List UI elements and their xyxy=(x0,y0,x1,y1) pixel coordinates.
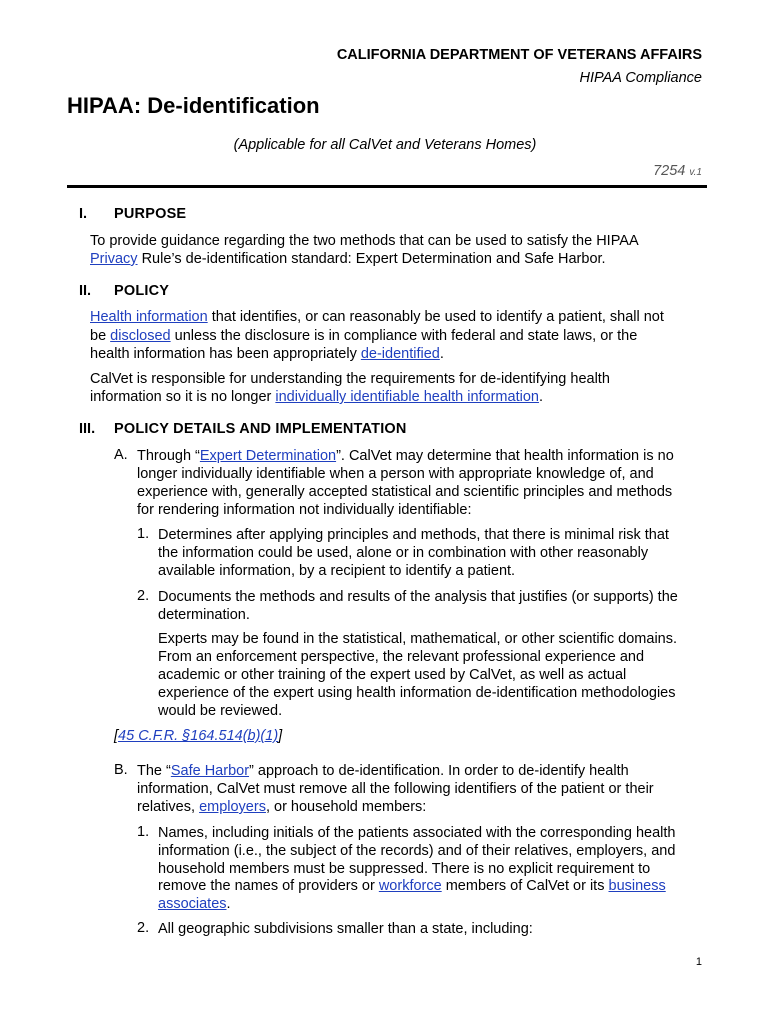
document-number xyxy=(653,163,702,179)
item-a-line-2: longer individually identifiable when a person with appropriate knowledge of, and xyxy=(137,466,654,482)
employers-link[interactable]: employers xyxy=(199,799,266,815)
item-b-line-3: relatives, employers, or household members: xyxy=(137,799,427,815)
section-heading-purpose: PURPOSE xyxy=(114,206,187,222)
item-b1-line-1: Names, including initials of the patients associated with the corresponding health xyxy=(158,825,676,841)
item-a1-line-1: Determines after applying principles and methods, that there is minimal risk that xyxy=(158,527,669,543)
item-a1-line-2: the information could be used, alone or in combination with other reasonably xyxy=(158,545,649,561)
item-b1-line-3: household members must be suppressed. There is no explicit requirement to xyxy=(158,861,651,877)
item-b1-line-4: remove the names of providers or workforce members of CalVet or its business xyxy=(158,878,666,894)
item-b2-marker: 2. xyxy=(137,920,150,936)
section-number-policy: II. xyxy=(79,283,92,299)
item-a2-marker: 2. xyxy=(137,588,150,604)
item-a2-para-line-3: academic or other training of the expert used by CalVet, as well as actual xyxy=(158,667,627,683)
item-a-line-3: experience with, generally accepted statistical and scientific principles and methods xyxy=(137,484,673,500)
item-a2-line-1: Documents the methods and results of the analysis that justifies (or supports) the xyxy=(158,589,678,605)
item-b-line-2: information, CalVet must remove all the following identifiers of the patient or their xyxy=(137,781,654,797)
section-number-details: III. xyxy=(79,421,96,437)
business-associates-link-part1[interactable]: business xyxy=(608,878,666,894)
doc-version: v.1 xyxy=(689,167,702,178)
item-a1-marker: 1. xyxy=(137,526,150,542)
item-b2-line-1: All geographic subdivisions smaller than a state, including: xyxy=(158,921,533,937)
business-associates-link-part2[interactable]: associates xyxy=(158,896,227,912)
item-a2-para-line-4: experience of the expert using health information de-identification methodologies xyxy=(158,685,676,701)
header-divider xyxy=(67,185,707,188)
disclosed-link[interactable]: disclosed xyxy=(110,328,171,344)
item-a2-line-2: determination. xyxy=(158,607,250,623)
header-subtitle: HIPAA Compliance xyxy=(579,70,702,86)
applicability-note: (Applicable for all CalVet and Veterans Homes) xyxy=(233,137,537,153)
item-a2-para-line-2: From an enforcement perspective, the relevant professional experience and xyxy=(158,649,645,665)
safe-harbor-link[interactable]: Safe Harbor xyxy=(170,763,250,779)
item-b-line-1: The “Safe Harbor” approach to de-identification. In order to de-identify health xyxy=(137,763,629,779)
de-identified-link[interactable]: de-identified xyxy=(360,346,440,362)
item-a2-para-line-5: would be reviewed. xyxy=(158,703,283,719)
health-information-link[interactable]: Health information xyxy=(90,309,208,325)
iihi-link[interactable]: individually identifiable health information xyxy=(275,389,539,405)
section-heading-policy: POLICY xyxy=(114,283,170,299)
policy-line-1: Health information that identifies, or can reasonably be used to identify a patient, shall not xyxy=(90,309,664,325)
item-b-marker: B. xyxy=(114,762,128,778)
policy-p2-line-2: information so it is no longer individually identifiable health information. xyxy=(90,389,543,405)
policy-line-3: health information has been appropriately de-identified. xyxy=(90,346,444,362)
privacy-link[interactable]: Privacy xyxy=(90,251,138,267)
page-number: 1 xyxy=(695,956,702,968)
item-b1-line-2: information (i.e., the subject of the records) and of their relatives, employers, and xyxy=(158,843,676,859)
doc-number-value: 7254 xyxy=(653,163,686,179)
citation: [45 C.F.R. §164.514(b)(1)] xyxy=(114,728,283,744)
agency-header: CALIFORNIA DEPARTMENT OF VETERANS AFFAIRS xyxy=(336,47,702,63)
item-a-marker: A. xyxy=(114,447,128,463)
purpose-line-1: To provide guidance regarding the two methods that can be used to satisfy the HIPAA xyxy=(90,233,639,249)
item-b1-marker: 1. xyxy=(137,824,150,840)
document-title: HIPAA: De-identification xyxy=(67,93,320,118)
expert-determination-link[interactable]: Expert Determination xyxy=(199,448,337,464)
policy-p2-line-1: CalVet is responsible for understanding the requirements for de-identifying health xyxy=(90,371,610,387)
section-heading-details: POLICY DETAILS AND IMPLEMENTATION xyxy=(114,421,407,437)
section-number-purpose: I. xyxy=(79,206,88,222)
item-a-line-1: Through “Expert Determination”. CalVet may determine that health information is no xyxy=(137,448,674,464)
item-a1-line-3: available information, by a recipient to identify a patient. xyxy=(158,563,516,579)
item-a-line-4: for rendering information not individually identifiable: xyxy=(137,502,472,518)
cfr-citation-link[interactable]: 45 C.F.R. §164.514(b)(1) xyxy=(118,728,279,744)
item-b1-line-5: associates. xyxy=(158,896,231,912)
purpose-line-2: Privacy Rule’s de-identification standard: Expert Determination and Safe Harbor. xyxy=(90,251,606,267)
item-a2-para-line-1: Experts may be found in the statistical, mathematical, or other scientific domains. xyxy=(158,631,678,647)
workforce-link[interactable]: workforce xyxy=(378,878,442,894)
policy-line-2: be disclosed unless the disclosure is in compliance with federal and state laws, or the xyxy=(90,328,638,344)
